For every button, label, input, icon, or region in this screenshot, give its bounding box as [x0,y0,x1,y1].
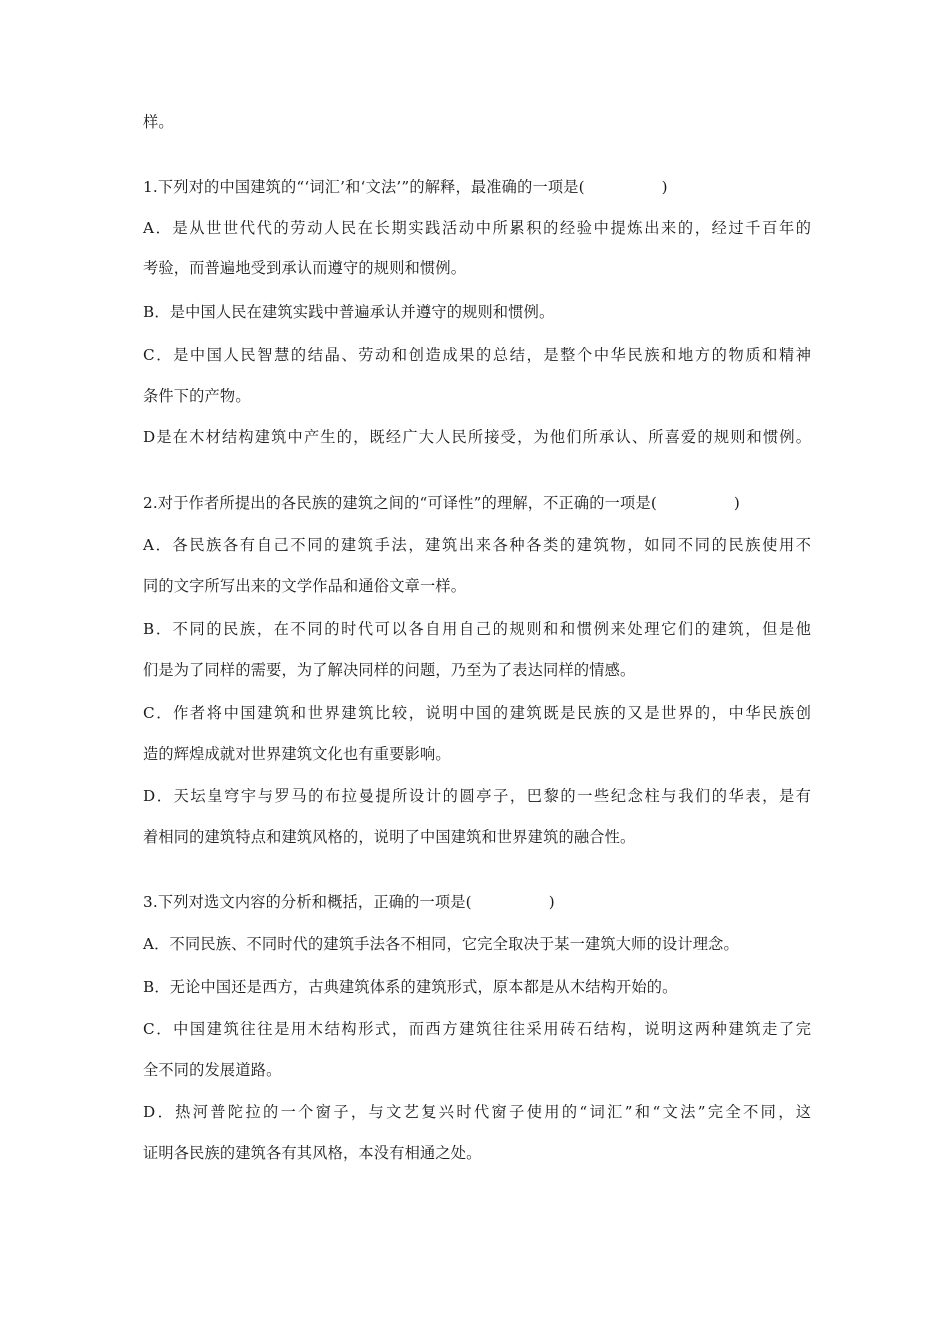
question-1-option-a-line-2: 考验，而普遍地受到承认而遵守的规则和惯例。 [143,259,467,277]
question-3-option-d-line-2: 证明各民族的建筑各有其风格，本没有相通之处。 [143,1144,482,1162]
question-1-option-c-line-2: 条件下的产物。 [143,387,251,405]
question-1-stem: 1.下列对的中国建筑的“‘词汇’和‘文法’”的解释，最准确的一项是( ) [143,178,668,196]
question-1-option-a-line-1: A．是从世世代代的劳动人民在长期实践活动中所累积的经验中提炼出来的，经过千百年的 [143,219,811,237]
question-1-option-d: D是在木材结构建筑中产生的，既经广大人民所接受，为他们所承认、所喜爱的规则和惯例。 [143,428,811,446]
question-2-option-a-line-2: 同的文字所写出来的文学作品和通俗文章一样。 [143,577,467,595]
continuation-text: 样。 [143,113,174,131]
question-2-option-d-line-1: D．天坛皇穹宇与罗马的布拉曼提所设计的圆亭子，巴黎的一些纪念柱与我们的华表，是有 [143,787,811,805]
question-1-option-b: B．是中国人民在建筑实践中普遍承认并遵守的规则和惯例。 [143,303,555,321]
question-3-option-a: A．不同民族、不同时代的建筑手法各不相同，它完全取决于某一建筑大师的设计理念。 [143,935,739,953]
question-1-option-c-line-1: C．是中国人民智慧的结晶、劳动和创造成果的总结，是整个中华民族和地方的物质和精神 [143,346,811,364]
question-2-stem: 2.对于作者所提出的各民族的建筑之间的“可译性”的理解，不正确的一项是( ) [143,494,741,512]
question-2-option-c-line-2: 造的辉煌成就对世界建筑文化也有重要影响。 [143,745,451,763]
question-2-option-c-line-1: C．作者将中国建筑和世界建筑比较，说明中国的建筑既是民族的又是世界的，中华民族创 [143,704,811,722]
question-3-stem: 3.下列对选文内容的分析和概括，正确的一项是( ) [143,893,555,911]
question-2-option-b-line-1: B．不同的民族，在不同的时代可以各自用自己的规则和和惯例来处理它们的建筑，但是他 [143,620,811,638]
question-2-option-b-line-2: 们是为了同样的需要，为了解决同样的问题，乃至为了表达同样的情感。 [143,661,636,679]
question-3-option-c-line-2: 全不同的发展道路。 [143,1061,282,1079]
question-2-option-d-line-2: 着相同的建筑特点和建筑风格的，说明了中国建筑和世界建筑的融合性。 [143,828,636,846]
question-3-option-d-line-1: D．热河普陀拉的一个窗子，与文艺复兴时代窗子使用的“词汇”和“文法”完全不同，这 [143,1103,811,1121]
question-3-option-b: B．无论中国还是西方，古典建筑体系的建筑形式，原本都是从木结构开始的。 [143,978,678,996]
question-3-option-c-line-1: C．中国建筑往往是用木结构形式，而西方建筑往往采用砖石结构，说明这两种建筑走了完 [143,1020,811,1038]
question-2-option-a-line-1: A．各民族各有自己不同的建筑手法，建筑出来各种各类的建筑物，如同不同的民族使用不 [143,536,811,554]
